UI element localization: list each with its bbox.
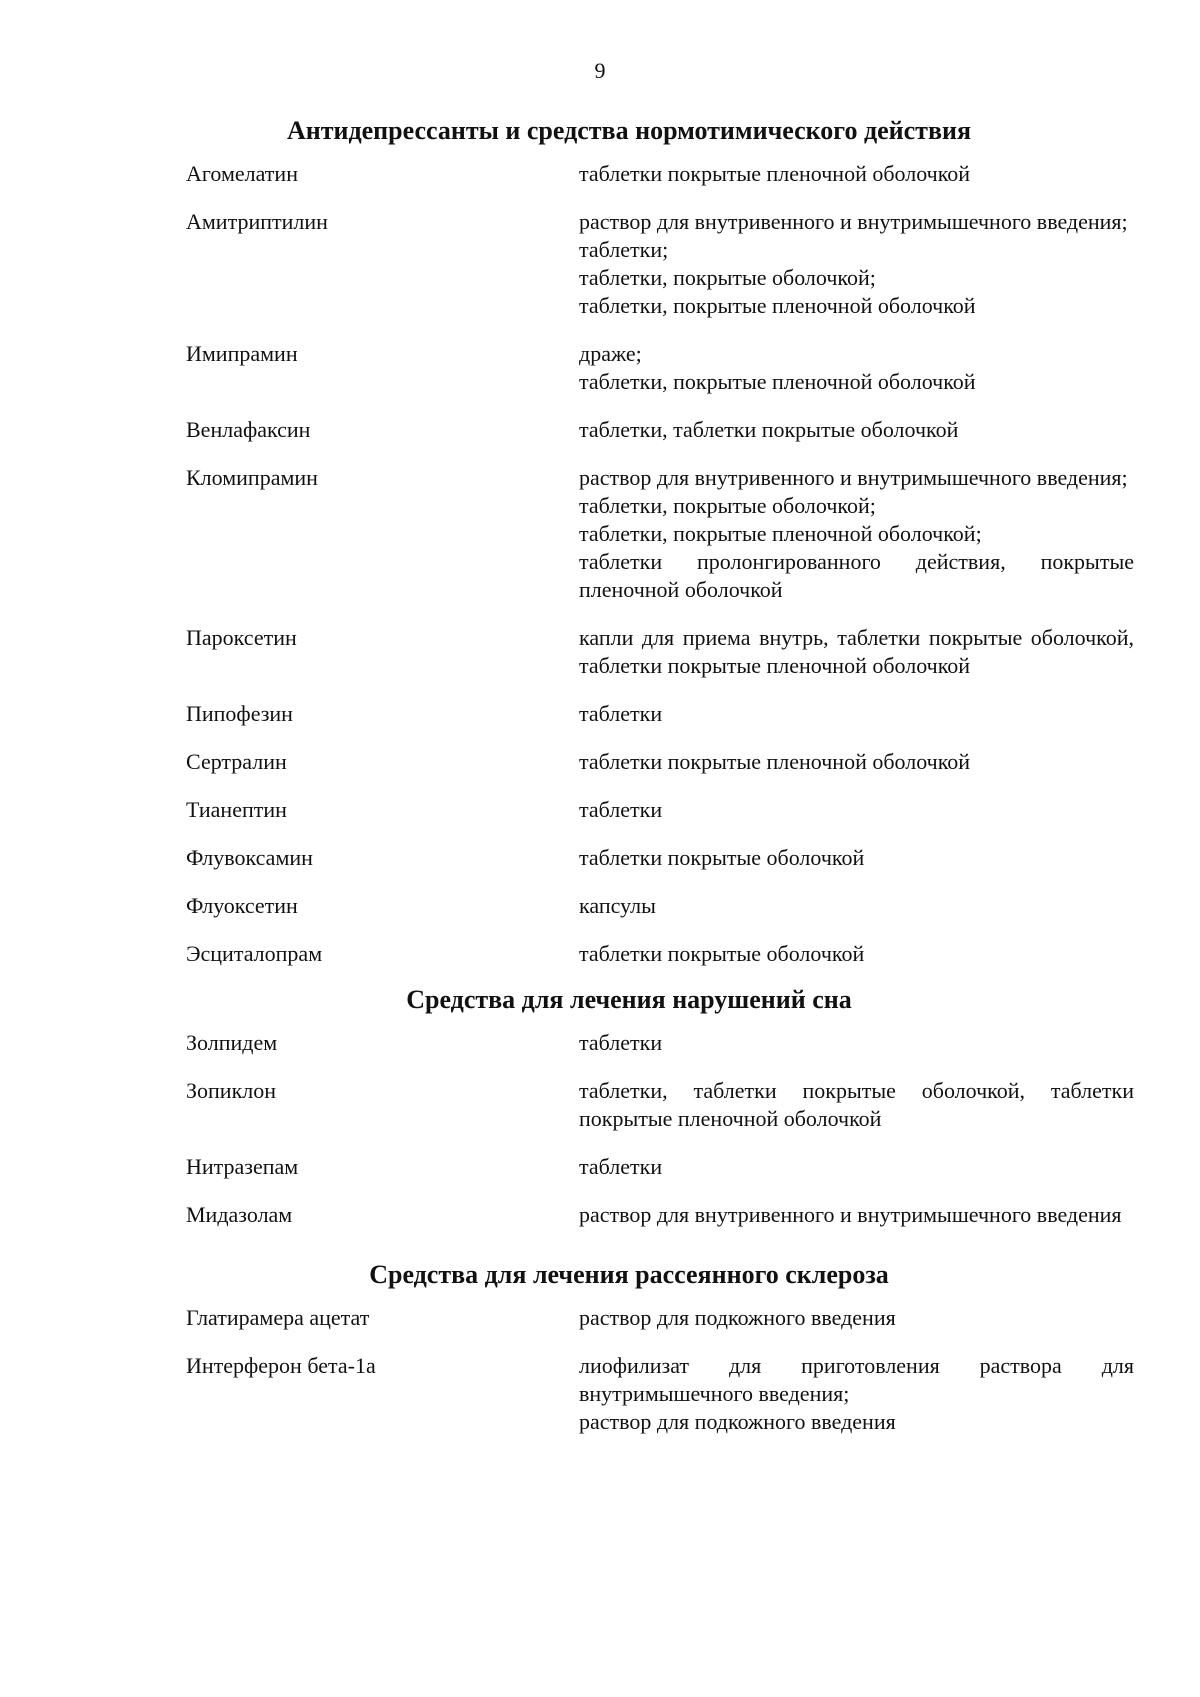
drug-row: [0, 844, 1200, 872]
drug-row: [0, 416, 1200, 444]
drug-row: [0, 624, 1200, 680]
section-sleep-disorders: [0, 983, 1200, 1229]
drug-list: [0, 1304, 1200, 1436]
drug-name: Глатирамера ацетат: [186, 1305, 370, 1330]
dosage-form: таблетки, покрытые пленочной оболочкой;: [579, 521, 982, 546]
drug-row: [0, 1077, 1200, 1133]
dosage-forms: [579, 1352, 1134, 1436]
drug-row: [0, 892, 1200, 920]
drug-name: Золпидем: [186, 1030, 278, 1055]
drug-row: [0, 208, 1200, 320]
dosage-form: таблетки: [579, 797, 663, 822]
drug-row: [0, 1029, 1200, 1057]
dosage-forms: [579, 464, 1134, 604]
dosage-form: раствор для внутривенного и внутримышечного введения;: [579, 209, 1128, 234]
dosage-form: таблетки, покрытые пленочной оболочкой: [579, 293, 976, 318]
dosage-form: таблетки, покрытые оболочкой;: [579, 265, 876, 290]
dosage-forms: [579, 1153, 1134, 1181]
dosage-forms: [579, 844, 1134, 872]
section-antidepressants: [0, 114, 1200, 968]
dosage-forms: [579, 1029, 1134, 1057]
page-number: 9: [594, 58, 606, 83]
drug-name: Агомелатин: [186, 161, 298, 186]
dosage-form: таблетки;: [579, 237, 669, 262]
drug-row: [0, 700, 1200, 728]
section-title: Средства для лечения нарушений сна: [406, 985, 852, 1014]
drug-name: Венлафаксин: [186, 417, 311, 442]
dosage-form: капсулы: [579, 893, 656, 918]
drug-row: [0, 340, 1200, 396]
dosage-form: раствор для внутривенного и внутримышечного введения;: [579, 465, 1128, 490]
dosage-form: лиофилизат для приготовления раствора для внутримышечного введения;: [579, 1353, 1134, 1406]
dosage-form: таблетки покрытые пленочной оболочкой: [579, 161, 971, 186]
drug-row: [0, 1153, 1200, 1181]
dosage-form: драже;: [579, 341, 642, 366]
dosage-form: таблетки покрытые оболочкой: [579, 941, 865, 966]
drug-row: [0, 464, 1200, 604]
drug-row: [0, 1304, 1200, 1332]
dosage-form: таблетки, покрытые пленочной оболочкой: [579, 369, 976, 394]
drug-name: Кломипрамин: [186, 465, 318, 490]
dosage-form: таблетки покрытые оболочкой: [579, 845, 865, 870]
drug-name: Амитриптилин: [186, 209, 328, 234]
drug-name: Интерферон бета-1а: [186, 1353, 376, 1378]
dosage-form: таблетки, таблетки покрытые оболочкой: [579, 417, 959, 442]
dosage-form: раствор для подкожного введения: [579, 1409, 896, 1434]
drug-name: Мидазолам: [186, 1202, 293, 1227]
dosage-form: капли для приема внутрь, таблетки покрытые оболочкой, таблетки покрытые пленочной оболочкой: [579, 625, 1134, 678]
dosage-forms: [579, 340, 1134, 396]
dosage-forms: [579, 700, 1134, 728]
dosage-form: раствор для внутривенного и внутримышечного введения: [579, 1202, 1122, 1227]
drug-list: [0, 1029, 1200, 1229]
dosage-form: таблетки, таблетки покрытые оболочкой, таблетки покрытые пленочной оболочкой: [579, 1078, 1134, 1131]
dosage-forms: [579, 160, 1134, 188]
drug-name: Эсциталопрам: [186, 941, 323, 966]
section-title: Средства для лечения рассеянного склероза: [369, 1260, 889, 1289]
dosage-forms: [579, 1304, 1134, 1332]
dosage-forms: [579, 940, 1134, 968]
drug-name: Флуоксетин: [186, 893, 298, 918]
drug-name: Имипрамин: [186, 341, 298, 366]
drug-row: [0, 748, 1200, 776]
drug-row: [0, 796, 1200, 824]
section-title: Антидепрессанты и средства нормотимического действия: [286, 116, 972, 145]
drug-row: [0, 160, 1200, 188]
drug-name: Пипофезин: [186, 701, 293, 726]
dosage-forms: [579, 748, 1134, 776]
dosage-form: раствор для подкожного введения: [579, 1305, 896, 1330]
dosage-forms: [579, 416, 1134, 444]
drug-row: [0, 1201, 1200, 1229]
dosage-form: таблетки: [579, 701, 663, 726]
dosage-forms: [579, 1077, 1134, 1133]
drug-name: Сертралин: [186, 749, 287, 774]
dosage-form: таблетки: [579, 1154, 663, 1179]
section-multiple-sclerosis: [0, 1258, 1200, 1436]
drug-name: Зопиклон: [186, 1078, 277, 1103]
drug-list: [0, 160, 1200, 968]
dosage-form: таблетки пролонгированного действия, покрытые пленочной оболочкой: [579, 549, 1134, 602]
drug-name: Флувоксамин: [186, 845, 313, 870]
drug-row: [0, 940, 1200, 968]
dosage-form: таблетки, покрытые оболочкой;: [579, 493, 876, 518]
drug-row: [0, 1352, 1200, 1436]
dosage-forms: [579, 1201, 1134, 1229]
dosage-forms: [579, 208, 1134, 320]
dosage-form: таблетки: [579, 1030, 663, 1055]
dosage-forms: [579, 796, 1134, 824]
dosage-forms: [579, 624, 1134, 680]
dosage-forms: [579, 892, 1134, 920]
drug-name: Нитразепам: [186, 1154, 299, 1179]
drug-name: Тианептин: [186, 797, 287, 822]
dosage-form: таблетки покрытые пленочной оболочкой: [579, 749, 971, 774]
drug-name: Пароксетин: [186, 625, 297, 650]
